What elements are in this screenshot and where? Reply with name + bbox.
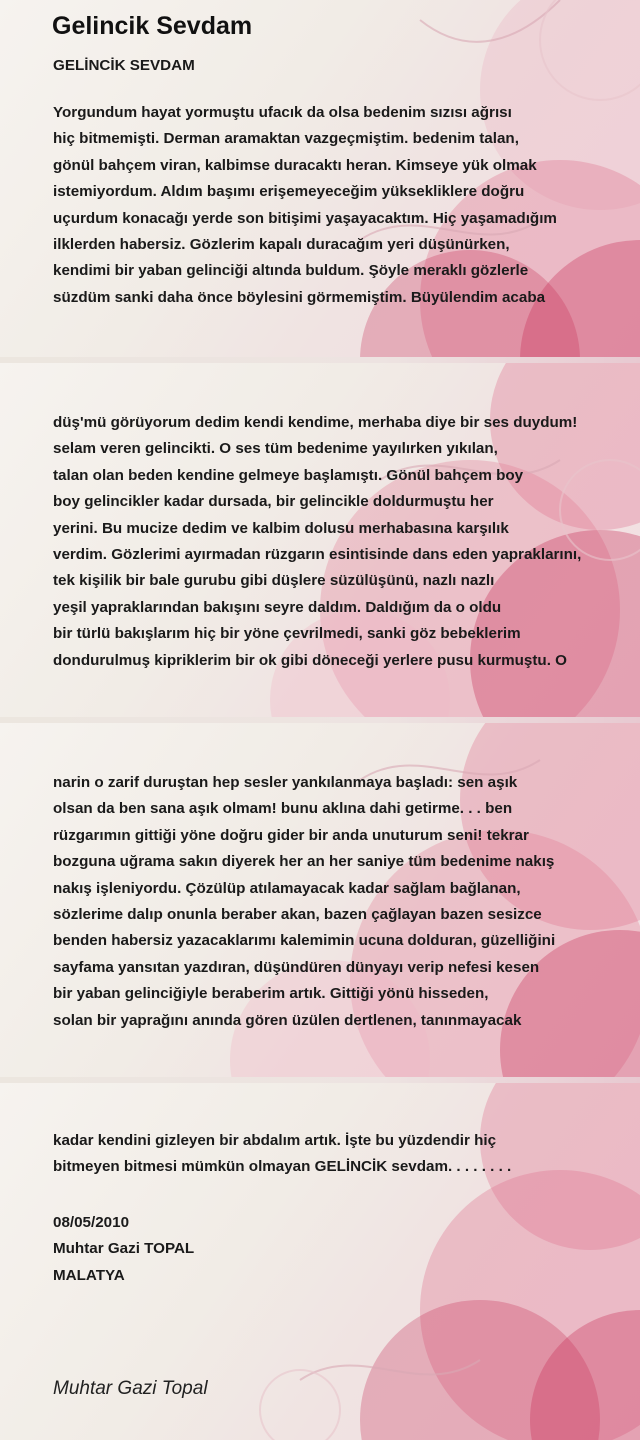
panel-divider: [0, 357, 640, 363]
poem-stanza-2: düş'mü görüyorum dedim kendi kendime, merhaba diye bir ses duydum! selam veren gelincikti. O ses tüm bedenime yayılırken yıkılan, talan olan beden kendine gelmeye başlamıştı. Gönül bahçem boy boy gelincikler kadar dursada, bir gelincikle doldurmuştu her yerini. Bu mucize dedim ve kalbim dolusu merhabasına karşılık verdim. Gözlerimi ayırmadan rüzgarın esintisinde dans eden yapraklarını, tek kişilik bir bale gurubu gibi düşlere süzülüşünü, nazlı nazlı yeşil yapraklarından bakışını seyre daldım. Daldığım da o oldu bir türlü bakışlarım hiç bir yöne çevrilmedi, sanki göz bebeklerim dondurulmuş kipriklerim bir ok gibi döneceği yerlere pusu kurmuştu. O: [53, 414, 582, 669]
poem-stanza-3: narin o zarif duruştan hep sesler yankılanmaya başladı: sen aşık olsan da ben sana aşık olmam! bunu aklına dahi getirme. . . ben rüzgarımın gittiği yöne doğru gider bir anda unuturum seni! tekrar bozguna uğrama sakın diyerek her an her saniye tüm bedenime nakış nakış işleniyordu. Çözülüp atılamayacak kadar sağlam bağlanan, sözlerime dalıp onunla beraber akan, bazen çağlayan bazen sesizce benden habersiz yazacaklarımı kalemimin ucuna dolduran, güzelliğini sayfama yansıtan yazdıran, düşündüren dünyayı verip nefesi kesen bir yaban gelinciğiyle beraberim artık. Gittiği yönü hisseden, solan bir yaprağını anında gören üzülen dertlenen, tanınmayacak: [53, 774, 556, 1029]
panel-divider: [0, 717, 640, 723]
poem-stanza-4: kadar kendini gizleyen bir abdalım artık. İşte bu yüzdendir hiç bitmeyen bitmesi mümkün olmayan GELİNCİK sevdam. . . . . . . .: [53, 1132, 512, 1176]
poem-subtitle: GELİNCİK SEVDAM: [53, 57, 195, 74]
poem-date-author-place: 08/05/2010 Muhtar Gazi TOPAL MALATYA: [53, 1214, 195, 1284]
panel-divider: [0, 1077, 640, 1083]
poem-stanza-1: Yorgundum hayat yormuştu ufacık da olsa bedenim sızısı ağrısı hiç bitmemişti. Derman aramaktan vazgeçmiştim. bedenim talan, gönül bahçem viran, kalbimse duracaktı heran. Kimseye yük olmak istemiyordum. Aldım başımı erişemeyeceğim yükseklikler​e doğru uçurdum konacağı yerde son bitişimi yaşayacaktım. Hiç yaşamadığım ilklerden habersiz. Gözlerim kapalı duracağım yeri düşünürken, kendimi bir yaban gelinciği altında buldum. Şöyle meraklı gözlerle süzdüm sanki daha önce böylesini görmemiştim. Büyülendim acaba: [53, 104, 557, 306]
author-signature: Muhtar Gazi Topal: [53, 1378, 208, 1399]
poem-title: Gelincik Sevdam: [52, 12, 253, 40]
